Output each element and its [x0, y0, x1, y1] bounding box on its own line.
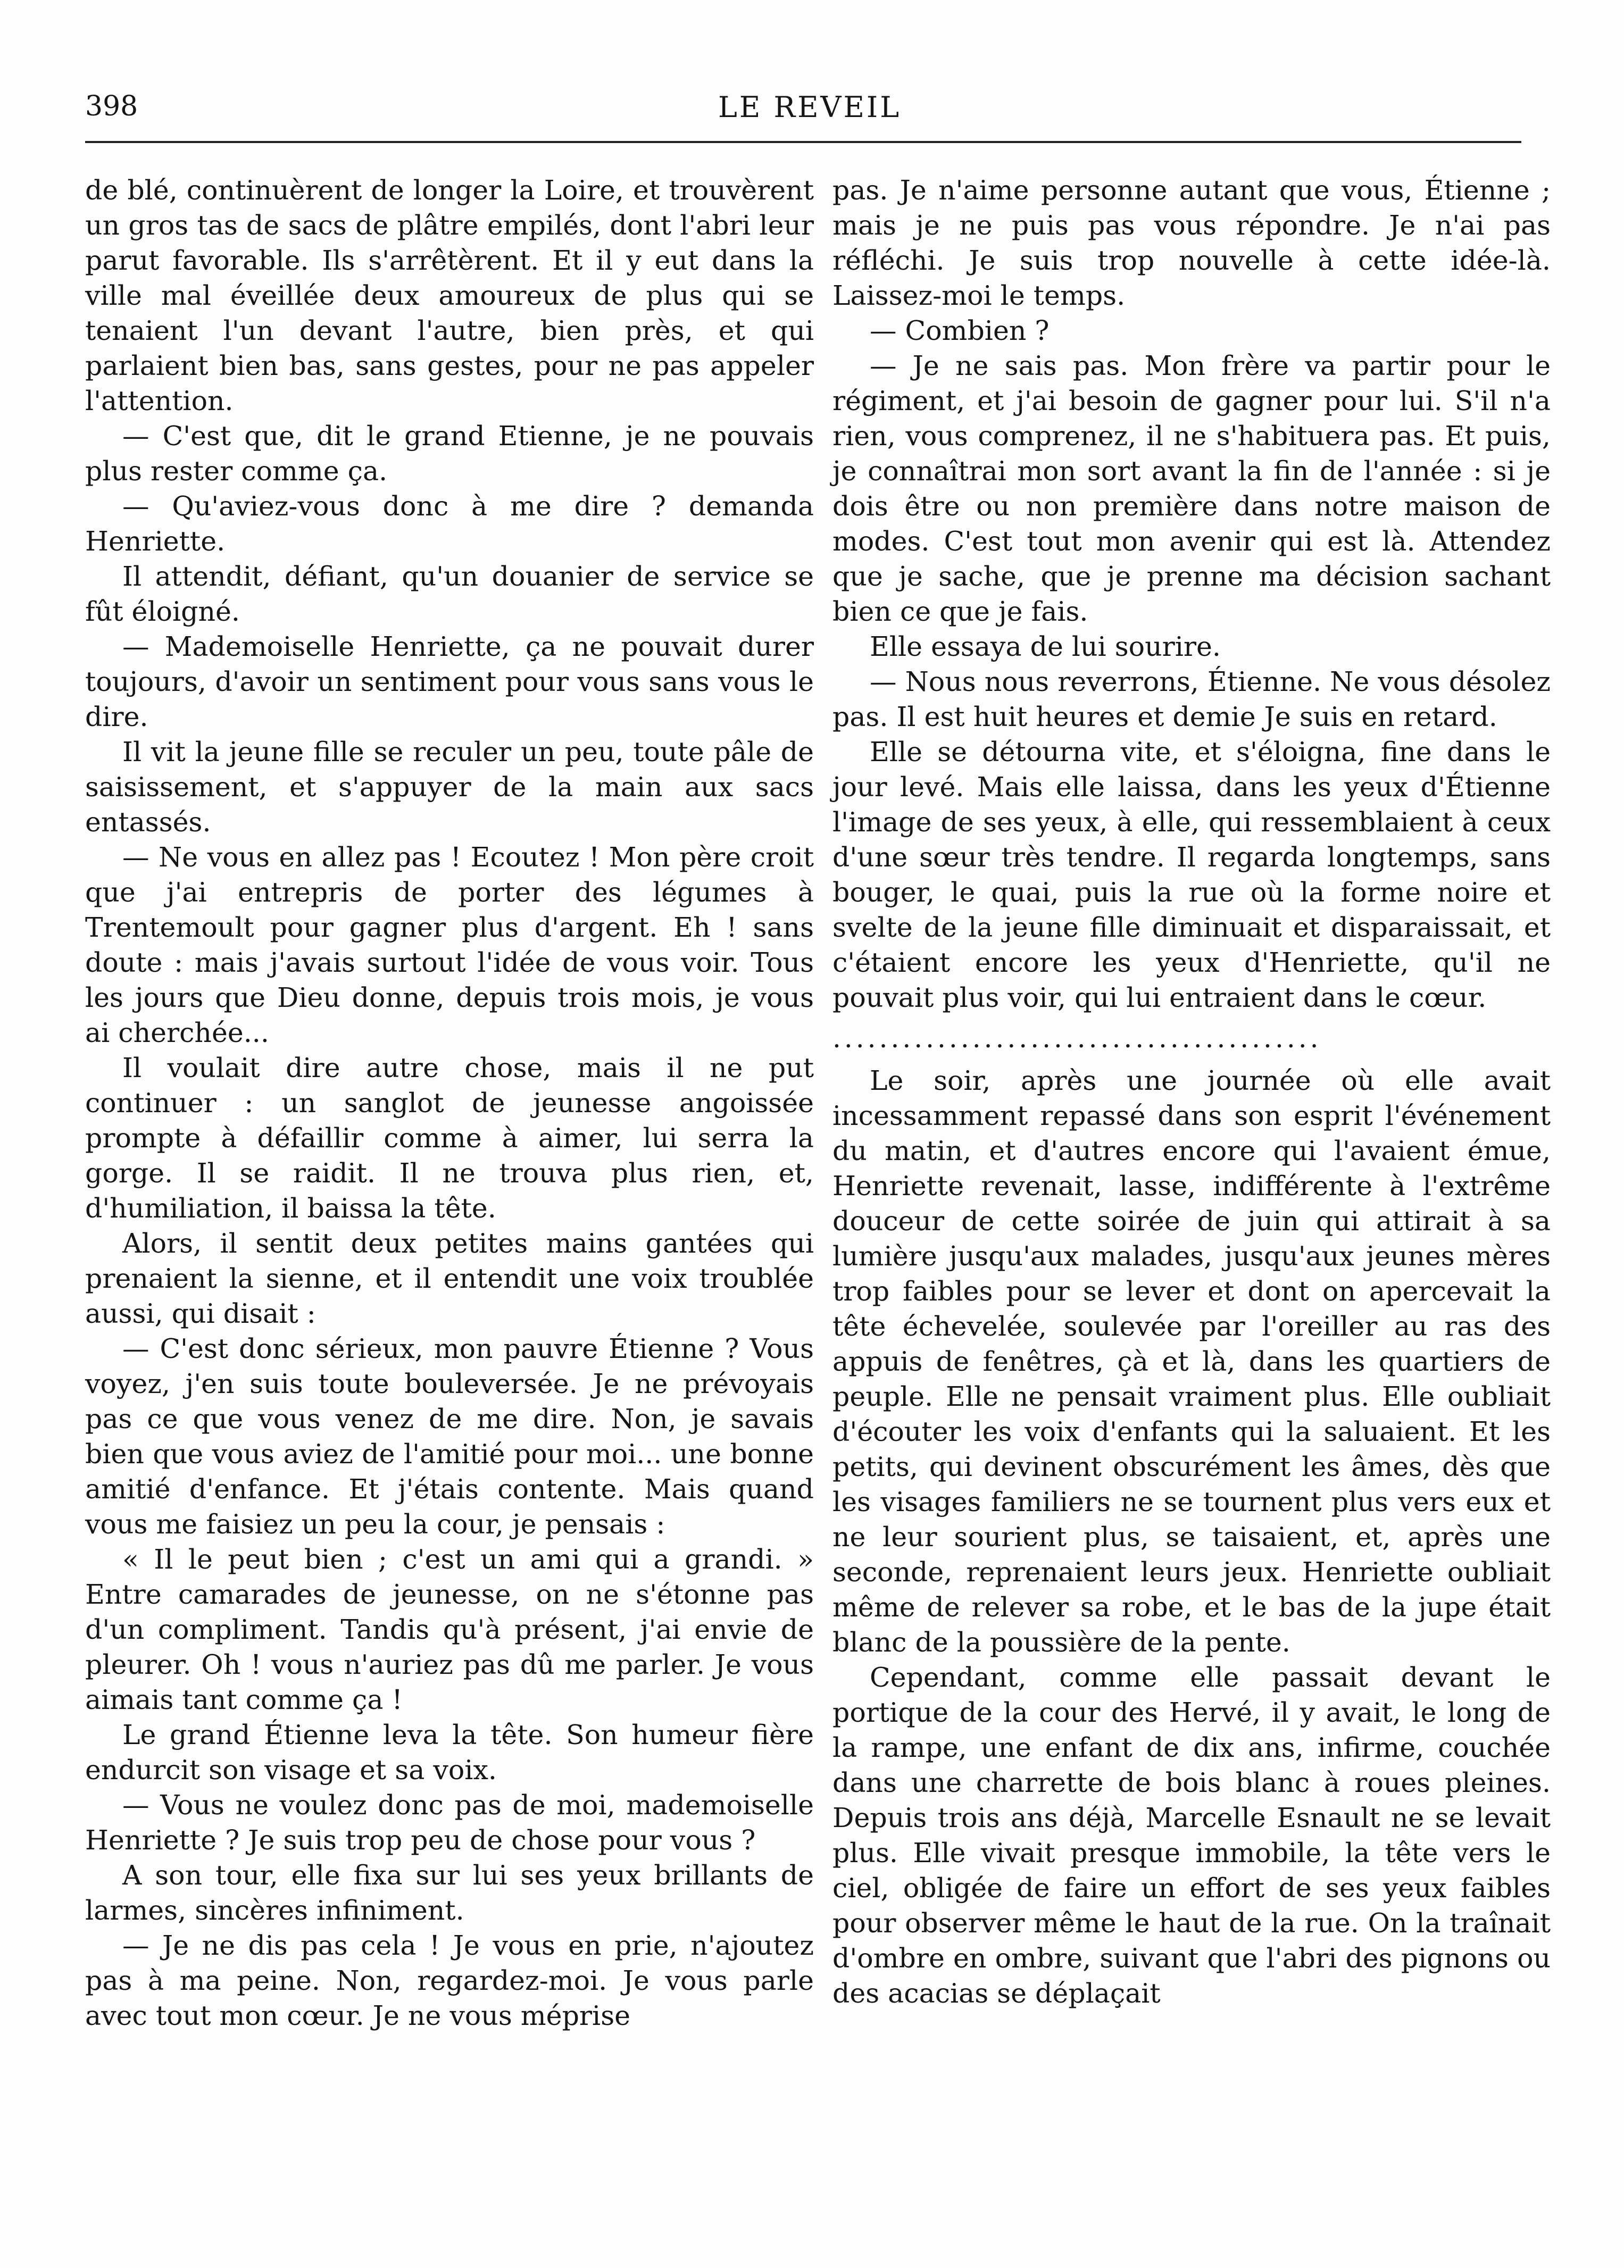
paragraph: — C'est donc sérieux, mon pauvre Étienne ? Vous voyez, j'en suis toute bouleversée. Je ne prévoyais pas ce que vous venez de me dire. Non, je savais bien que vous aviez de l'amitié pour moi... une bonne amitié d'enfance. Et j'étais contente. Mais quand vous me faisiez un peu la cour, je pensais :: [85, 1333, 814, 1540]
paragraph: — Combien ?: [870, 315, 1050, 346]
paragraph: — Mademoiselle Henriette, ça ne pouvait durer toujours, d'avoir un sentiment pour vous sans vous le dire.: [85, 631, 814, 732]
paragraph: Le grand Étienne leva la tête. Son humeur fière endurcit son visage et sa voix.: [85, 1719, 814, 1786]
running-title: LE REVEIL: [718, 90, 902, 124]
paragraph: Le soir, après une journée où elle avait incessamment repassé dans son esprit l'événement du matin, et d'autres encore qui l'avaient émue, Henriette revenait, lasse, indifférente à l'extrême douceur de cette soirée de juin qui attirait à sa lumière jusqu'aux malades, jusqu'aux jeunes mères trop faibles pour se lever et dont on apercevait la tête échevelée, soulevée par l'oreiller au ras des appuis de fenêtres, çà et là, dans les quartiers de peuple. Elle ne pensait vraiment plus. Elle oubliait d'écouter les voix d'enfants qui la saluaient. Et les petits, qui devinent obscurément les âmes, dès que les visages familiers ne se tournent plus vers eux et ne leur sourient plus, se taisaient, et, après une seconde, reprenaient leurs jeux. Henriette oubliait même de relever sa robe, et le bas de la jupe était blanc de la poussière de la pente.: [832, 1065, 1551, 1658]
paragraph: — Nous nous reverrons, Étienne. Ne vous désolez pas. Il est huit heures et demie Je suis en retard.: [832, 666, 1551, 732]
paragraph: « Il le peut bien ; c'est un ami qui a grandi. » Entre camarades de jeunesse, on ne s'étonne pas d'un compliment. Tandis qu'à présent, j'ai envie de pleurer. Oh ! vous n'auriez pas dû me parler. Je vous aimais tant comme ça !: [85, 1544, 814, 1715]
paragraph: Alors, il sentit deux petites mains gantées qui prenaient la sienne, et il entendit une voix troublée aussi, qui disait :: [85, 1228, 814, 1329]
paragraph: A son tour, elle fixa sur lui ses yeux brillants de larmes, sincères infiniment.: [85, 1860, 814, 1926]
paragraph: Il attendit, défiant, qu'un douanier de service se fût éloigné.: [85, 561, 814, 627]
paragraph: Il vit la jeune fille se reculer un peu, toute pâle de saisissement, et s'appuyer de la main aux sacs entassés.: [85, 736, 814, 838]
paragraph: de blé, continuèrent de longer la Loire, et trouvèrent un gros tas de sacs de plâtre empilés, dont l'abri leur parut favorable. Ils s'arrêtèrent. Et il y eut dans la ville mal éveillée deux amoureux de plus qui se tenaient l'un devant l'autre, bien près, et qui parlaient bien bas, sans gestes, pour ne pas appeler l'attention.: [85, 174, 814, 416]
paragraph: Elle se détourna vite, et s'éloigna, fine dans le jour levé. Mais elle laissa, dans les yeux d'Étienne l'image de ses yeux, à elle, qui ressemblaient à ceux d'une sœur très tendre. Il regarda longtemps, sans bouger, le quai, puis la rue où la forme noire et svelte de la jeune fille diminuait et disparaissait, et c'étaient encore les yeux d'Henriette, qu'il ne pouvait plus voir, qui lui entraient dans le cœur.: [832, 736, 1551, 1013]
page-header: [85, 90, 1521, 138]
header-rule: [85, 141, 1521, 143]
paragraph: Il voulait dire autre chose, mais il ne put continuer : un sanglot de jeunesse angoissée prompte à défaillir comme à aimer, lui serra la gorge. Il se raidit. Il ne trouva plus rien, et, d'humiliation, il baissa la tête.: [85, 1052, 814, 1224]
paragraph: — Qu'aviez-vous donc à me dire ? demanda Henriette.: [85, 490, 814, 557]
paragraph: — Je ne sais pas. Mon frère va partir pour le régiment, et j'ai besoin de gagner pour lui. S'il n'a rien, vous comprenez, il ne s'habituera pas. Et puis, je connaîtrai mon sort avant la fin de l'année : si je dois être ou non première dans notre maison de modes. C'est tout mon avenir qui est là. Attendez que je sache, que je prenne ma décision sachant bien ce que je fais.: [832, 350, 1551, 627]
paragraph: Elle essaya de lui sourire.: [870, 631, 1221, 662]
paragraph: — C'est que, dit le grand Etienne, je ne pouvais plus rester comme ça.: [85, 420, 814, 487]
section-separator: ..........................................: [832, 1025, 1322, 1052]
paragraph: Cependant, comme elle passait devant le portique de la cour des Hervé, il y avait, le long de la rampe, une enfant de dix ans, infirme, couchée dans une charrette de bois blanc à roues pleines. Depuis trois ans déjà, Marcelle Esnault ne se levait plus. Elle vivait presque immobile, la tête vers le ciel, obligée de faire un effort de ses yeux faibles pour observer même le haut de la rue. On la traînait d'ombre en ombre, suivant que l'abri des pignons ou des acacias se déplaçait: [832, 1662, 1551, 2009]
right-column: [832, 173, 1551, 2011]
page-number: 398: [85, 90, 138, 122]
paragraph: — Ne vous en allez pas ! Ecoutez ! Mon père croit que j'ai entrepris de porter des légumes à Trentemoult pour gagner plus d'argent. Eh ! sans doute : mais j'avais surtout l'idée de vous voir. Tous les jours que Dieu donne, depuis trois mois, je vous ai cherchée...: [85, 841, 814, 1048]
left-column: [85, 173, 814, 2033]
paragraph: — Je ne dis pas cela ! Je vous en prie, n'ajoutez pas à ma peine. Non, regardez-moi. Je vous parle avec tout mon cœur. Je ne vous méprise: [85, 1930, 814, 2031]
paragraph: pas. Je n'aime personne autant que vous, Étienne ; mais je ne puis pas vous répondre. Je n'ai pas réfléchi. Je suis trop nouvelle à cette idée-là. Laissez-moi le temps.: [832, 174, 1551, 311]
paragraph: — Vous ne voulez donc pas de moi, mademoiselle Henriette ? Je suis trop peu de chose pour vous ?: [85, 1789, 814, 1856]
